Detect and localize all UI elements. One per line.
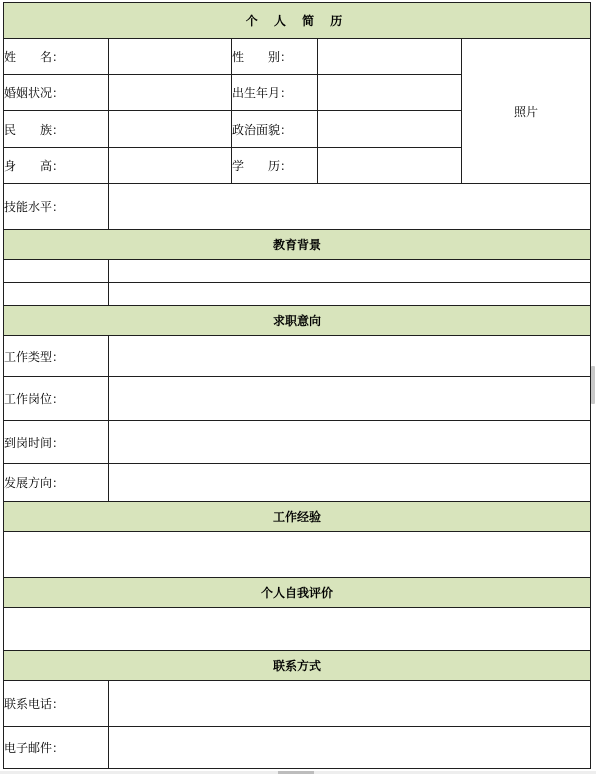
education-row-1-detail[interactable] — [109, 260, 591, 283]
resume-title: 个 人 简 历 — [4, 3, 591, 39]
birth-date-field[interactable] — [318, 75, 462, 111]
career-direction-label: 发展方向： — [4, 464, 109, 502]
photo-label: 照片 — [514, 104, 539, 119]
section-self-evaluation: 个人自我评价 — [4, 578, 591, 608]
work-experience-field[interactable] — [4, 532, 591, 578]
education-row-2-period[interactable] — [4, 283, 109, 306]
job-position-label: 工作岗位： — [4, 377, 109, 421]
section-contact: 联系方式 — [4, 651, 591, 681]
phone-field[interactable] — [109, 681, 591, 727]
birth-date-label: 出生年月： — [232, 75, 318, 111]
job-type-label: 工作类型： — [4, 336, 109, 377]
phone-label: 联系电话： — [4, 681, 109, 727]
political-status-label: 政治面貌： — [232, 111, 318, 148]
gender-label: 性 别： — [232, 39, 318, 75]
political-status-field[interactable] — [318, 111, 462, 148]
email-field[interactable] — [109, 727, 591, 769]
section-work-experience: 工作经验 — [4, 502, 591, 532]
education-row-2-detail[interactable] — [109, 283, 591, 306]
name-field[interactable] — [109, 39, 232, 75]
education-level-field[interactable] — [318, 148, 462, 184]
arrival-time-label: 到岗时间： — [4, 421, 109, 464]
photo-box[interactable] — [462, 39, 591, 184]
ethnicity-field[interactable] — [109, 111, 232, 148]
career-direction-field[interactable] — [109, 464, 591, 502]
skills-field[interactable] — [109, 184, 591, 230]
marital-status-label: 婚姻状况： — [4, 75, 109, 111]
gender-field[interactable] — [318, 39, 462, 75]
education-level-label: 学 历： — [232, 148, 318, 184]
email-label: 电子邮件： — [4, 727, 109, 769]
education-row-1-period[interactable] — [4, 260, 109, 283]
marital-status-field[interactable] — [109, 75, 232, 111]
job-position-field[interactable] — [109, 377, 591, 421]
resume-table — [3, 2, 591, 769]
ethnicity-label: 民 族： — [4, 111, 109, 148]
height-label: 身 高： — [4, 148, 109, 184]
section-education: 教育背景 — [4, 230, 591, 260]
name-label: 姓 名： — [4, 39, 109, 75]
section-job-intent: 求职意向 — [4, 306, 591, 336]
arrival-time-field[interactable] — [109, 421, 591, 464]
height-field[interactable] — [109, 148, 232, 184]
scrollbar-handle[interactable] — [591, 366, 595, 404]
skills-label: 技能水平： — [4, 184, 109, 230]
self-evaluation-field[interactable] — [4, 608, 591, 651]
job-type-field[interactable] — [109, 336, 591, 377]
